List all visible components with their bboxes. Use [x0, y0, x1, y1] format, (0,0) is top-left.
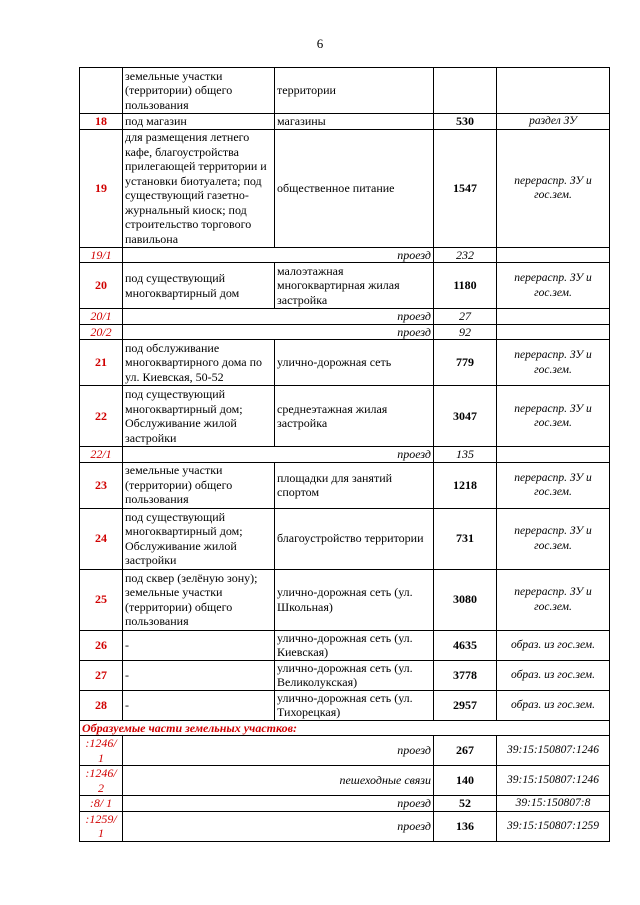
plot-purpose: под существующий многоквартирный дом; Обслуживание жилой застройки [123, 508, 275, 569]
permitted-use: малоэтажная многоквартирная жилая застройка [275, 263, 434, 309]
sub-label: проезд [123, 309, 434, 325]
table-row [80, 630, 610, 660]
permitted-use: территории [275, 68, 434, 114]
part-number: :1246/ 2 [80, 766, 123, 796]
part-number: :8/ 1 [80, 796, 123, 812]
plot-purpose: под существующий многоквартирный дом [123, 263, 275, 309]
formation-note: перераспр. ЗУ и гос.зем. [497, 508, 610, 569]
area-value: 52 [434, 796, 497, 812]
table-row [80, 386, 610, 447]
formation-note [497, 309, 610, 325]
table-row [80, 263, 610, 309]
part-label: проезд [123, 736, 434, 766]
row-number: 19/1 [80, 247, 123, 263]
area-value [434, 68, 497, 114]
plot-purpose: для размещения летнего кафе, благоустройства прилегающей территории и установки биотуалета; под существующий газетно-журнальный киоск; под строительство торгового павильона [123, 129, 275, 247]
permitted-use: магазины [275, 114, 434, 130]
part-label: проезд [123, 811, 434, 841]
sub-label: проезд [123, 447, 434, 463]
area-value: 140 [434, 766, 497, 796]
row-number: 20 [80, 263, 123, 309]
table-row [80, 114, 610, 130]
table-row [80, 690, 610, 720]
plot-purpose: земельные участки (территории) общего пользования [123, 68, 275, 114]
plot-purpose: - [123, 660, 275, 690]
row-number: 26 [80, 630, 123, 660]
formation-note: перераспр. ЗУ и гос.зем. [497, 340, 610, 386]
area-value: 267 [434, 736, 497, 766]
formation-note [497, 324, 610, 340]
table-row [80, 309, 610, 325]
formation-note [497, 68, 610, 114]
area-value: 4635 [434, 630, 497, 660]
plot-purpose: земельные участки (территории) общего пользования [123, 462, 275, 508]
plot-purpose: под магазин [123, 114, 275, 130]
row-number: 22 [80, 386, 123, 447]
permitted-use: улично-дорожная сеть (ул. Школьная) [275, 569, 434, 630]
table-row [80, 447, 610, 463]
area-value: 27 [434, 309, 497, 325]
area-value: 1547 [434, 129, 497, 247]
plot-purpose: под обслуживание многоквартирного дома по ул. Киевская, 50-52 [123, 340, 275, 386]
land-plots-table [79, 67, 610, 842]
area-value: 779 [434, 340, 497, 386]
table-row [80, 129, 610, 247]
permitted-use: улично-дорожная сеть [275, 340, 434, 386]
formation-note [497, 247, 610, 263]
table-row [80, 68, 610, 114]
part-label: пешеходные связи [123, 766, 434, 796]
row-number: 23 [80, 462, 123, 508]
part-number: :1246/ 1 [80, 736, 123, 766]
formation-note: перераспр. ЗУ и гос.зем. [497, 462, 610, 508]
row-number: 28 [80, 690, 123, 720]
table-row [80, 508, 610, 569]
plot-purpose: - [123, 630, 275, 660]
formation-note [497, 447, 610, 463]
row-number: 25 [80, 569, 123, 630]
plot-purpose: под существующий многоквартирный дом; Обслуживание жилой застройки [123, 386, 275, 447]
row-number: 27 [80, 660, 123, 690]
area-value: 136 [434, 811, 497, 841]
table-row [80, 811, 610, 841]
formation-note: перераспр. ЗУ и гос.зем. [497, 386, 610, 447]
formation-note: раздел ЗУ [497, 114, 610, 130]
cadastral-number: 39:15:150807:1246 [497, 766, 610, 796]
table-row [80, 247, 610, 263]
permitted-use: общественное питание [275, 129, 434, 247]
area-value: 232 [434, 247, 497, 263]
plot-purpose: - [123, 690, 275, 720]
permitted-use: улично-дорожная сеть (ул. Киевская) [275, 630, 434, 660]
formation-note: перераспр. ЗУ и гос.зем. [497, 263, 610, 309]
part-number: :1259/ 1 [80, 811, 123, 841]
table-row [80, 660, 610, 690]
table-row [80, 720, 610, 736]
formation-note: образ. из гос.зем. [497, 630, 610, 660]
cadastral-number: 39:15:150807:8 [497, 796, 610, 812]
table-row [80, 324, 610, 340]
formation-note: образ. из гос.зем. [497, 660, 610, 690]
cadastral-number: 39:15:150807:1246 [497, 736, 610, 766]
sub-label: проезд [123, 324, 434, 340]
permitted-use: площадки для занятий спортом [275, 462, 434, 508]
table-row [80, 766, 610, 796]
area-value: 731 [434, 508, 497, 569]
area-value: 3778 [434, 660, 497, 690]
plot-purpose: под сквер (зелёную зону); земельные участки (территории) общего пользования [123, 569, 275, 630]
page-number: 6 [316, 36, 324, 51]
permitted-use: улично-дорожная сеть (ул. Тихорецкая) [275, 690, 434, 720]
sub-label: проезд [123, 247, 434, 263]
row-number: 22/1 [80, 447, 123, 463]
area-value: 530 [434, 114, 497, 130]
area-value: 1218 [434, 462, 497, 508]
table-row [80, 796, 610, 812]
cadastral-number: 39:15:150807:1259 [497, 811, 610, 841]
row-number: 20/2 [80, 324, 123, 340]
formation-note: перераспр. ЗУ и гос.зем. [497, 129, 610, 247]
table-row [80, 736, 610, 766]
area-value: 3080 [434, 569, 497, 630]
row-number: 24 [80, 508, 123, 569]
permitted-use: улично-дорожная сеть (ул. Великолукская) [275, 660, 434, 690]
area-value: 1180 [434, 263, 497, 309]
row-number [80, 68, 123, 114]
area-value: 92 [434, 324, 497, 340]
section-heading: Образуемые части земельных участков: [80, 720, 610, 736]
formation-note: образ. из гос.зем. [497, 690, 610, 720]
table-row [80, 569, 610, 630]
row-number: 19 [80, 129, 123, 247]
area-value: 135 [434, 447, 497, 463]
table-row [80, 462, 610, 508]
area-value: 3047 [434, 386, 497, 447]
formation-note: перераспр. ЗУ и гос.зем. [497, 569, 610, 630]
table-row [80, 340, 610, 386]
row-number: 20/1 [80, 309, 123, 325]
area-value: 2957 [434, 690, 497, 720]
permitted-use: среднеэтажная жилая застройка [275, 386, 434, 447]
row-number: 18 [80, 114, 123, 130]
permitted-use: благоустройство территории [275, 508, 434, 569]
row-number: 21 [80, 340, 123, 386]
part-label: проезд [123, 796, 434, 812]
